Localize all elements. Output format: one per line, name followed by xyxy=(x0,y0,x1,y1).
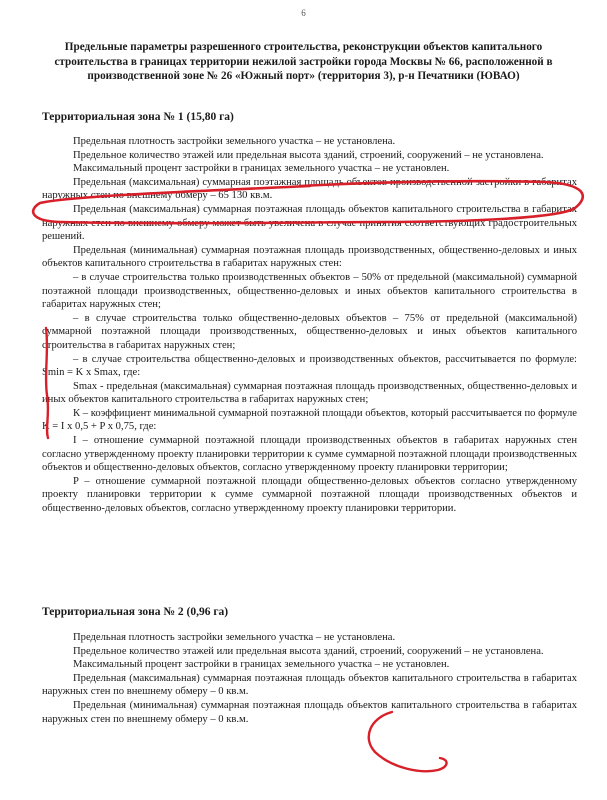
zone-1-paragraph: – в случае строительства общественно-деловых и производственных объектов, рассчитывается по формуле: Smin = K x Smax, где: xyxy=(42,353,577,379)
page-number: 6 xyxy=(301,8,306,18)
zone-2-paragraph: Предельная (максимальная) суммарная поэтажная площадь объектов капитального строительства в габаритах наружных стен по внешнему обмеру – 0 кв.м. xyxy=(42,672,577,698)
zone-1-paragraph: Smax - предельная (максимальная) суммарная поэтажная площадь производственных, общественно-деловых и иных объектов капитального строительства в габаритах наружных стен; xyxy=(42,380,577,406)
zone-1-body xyxy=(42,135,577,516)
zone-1-paragraph: I – отношение суммарной поэтажной площади производственных объектов в габаритах наружных стен согласно утвержденному проекту планировки территории к сумме суммарной поэтажной площади производственных объектов и общественно-деловых объектов, согласно утвержденному проекту планировки территории; xyxy=(42,435,577,474)
zone-2-body xyxy=(42,631,577,726)
zone-1-paragraph: Предельная (минимальная) суммарная поэтажная площадь производственных, общественно-деловых и иных объектов капитального строительства в габаритах наружных стен: xyxy=(42,244,577,270)
zone-2-heading: Территориальная зона № 2 (0,96 га) xyxy=(42,606,229,618)
zone-1-heading: Территориальная зона № 1 (15,80 га) xyxy=(42,111,234,123)
zone-1-paragraph: – в случае строительства только производственных объектов – 50% от предельной (максимальной) суммарной поэтажной площади производственных, общественно-деловых и иных объектов капитального строительства в габаритах наружных стен; xyxy=(42,271,577,311)
zone-2-paragraph: Предельное количество этажей или предельная высота зданий, строений, сооружений – не установлена. xyxy=(73,645,544,657)
zone-1-paragraph: К – коэффициент минимальной суммарной поэтажной площади объектов, который рассчитывается по формуле K = I x 0,5 + P x 0,75, где: xyxy=(42,407,577,433)
zone-1-paragraph: P – отношение суммарной поэтажной площади общественно-деловых объектов согласно утвержденному проекту планировки территории к сумме суммарной поэтажной площади производственных объектов и общественно-деловых объектов, согласно утвержденному проекту планировки территории. xyxy=(42,475,577,515)
zone-2-paragraph: Предельная плотность застройки земельного участка – не установлена. xyxy=(73,632,396,643)
zone-2-paragraph: Максимальный процент застройки в границах земельного участка – не установлен. xyxy=(73,659,450,671)
zone-1-paragraph: Предельная (максимальная) суммарная поэтажная площадь объектов капитального строительства в габаритах наружных стен по внешнему обмеру может быть увеличена в случае принятия соответствующих градостроительных решений. xyxy=(42,203,577,243)
document-title: Предельные параметры разрешенного строительства, реконструкции объектов капитального строительства в границах территории нежилой застройки города Москвы № 66, расположенной в производственной зоне № 26 «Южный порт» (территория 3), р-н Печатники (ЮВАО) xyxy=(54,41,553,83)
zone-1-paragraph: Предельная (максимальная) суммарная поэтажная площадь объектов производственной застройки в габаритах наружных стен по внешнему обмеру – 65 130 кв.м. xyxy=(42,176,577,202)
zone-2-paragraph: Предельная (минимальная) суммарная поэтажная площадь объектов капитального строительства в габаритах наружных стен по внешнему обмеру – 0 кв.м. xyxy=(42,699,577,725)
zone-1-paragraph: Максимальный процент застройки в границах земельного участка – не установлен. xyxy=(73,163,450,175)
zone-1-paragraph: Предельное количество этажей или предельная высота зданий, строений, сооружений – не установлена. xyxy=(73,149,544,161)
zone-1-paragraph: Предельная плотность застройки земельного участка – не установлена. xyxy=(73,136,396,147)
zone-1-paragraph: – в случае строительства только общественно-деловых объектов – 75% от предельной (максимальной) суммарной поэтажной площади производственных, общественно-деловых и иных объектов капитального строительства в габаритах наружных стен; xyxy=(42,312,577,351)
